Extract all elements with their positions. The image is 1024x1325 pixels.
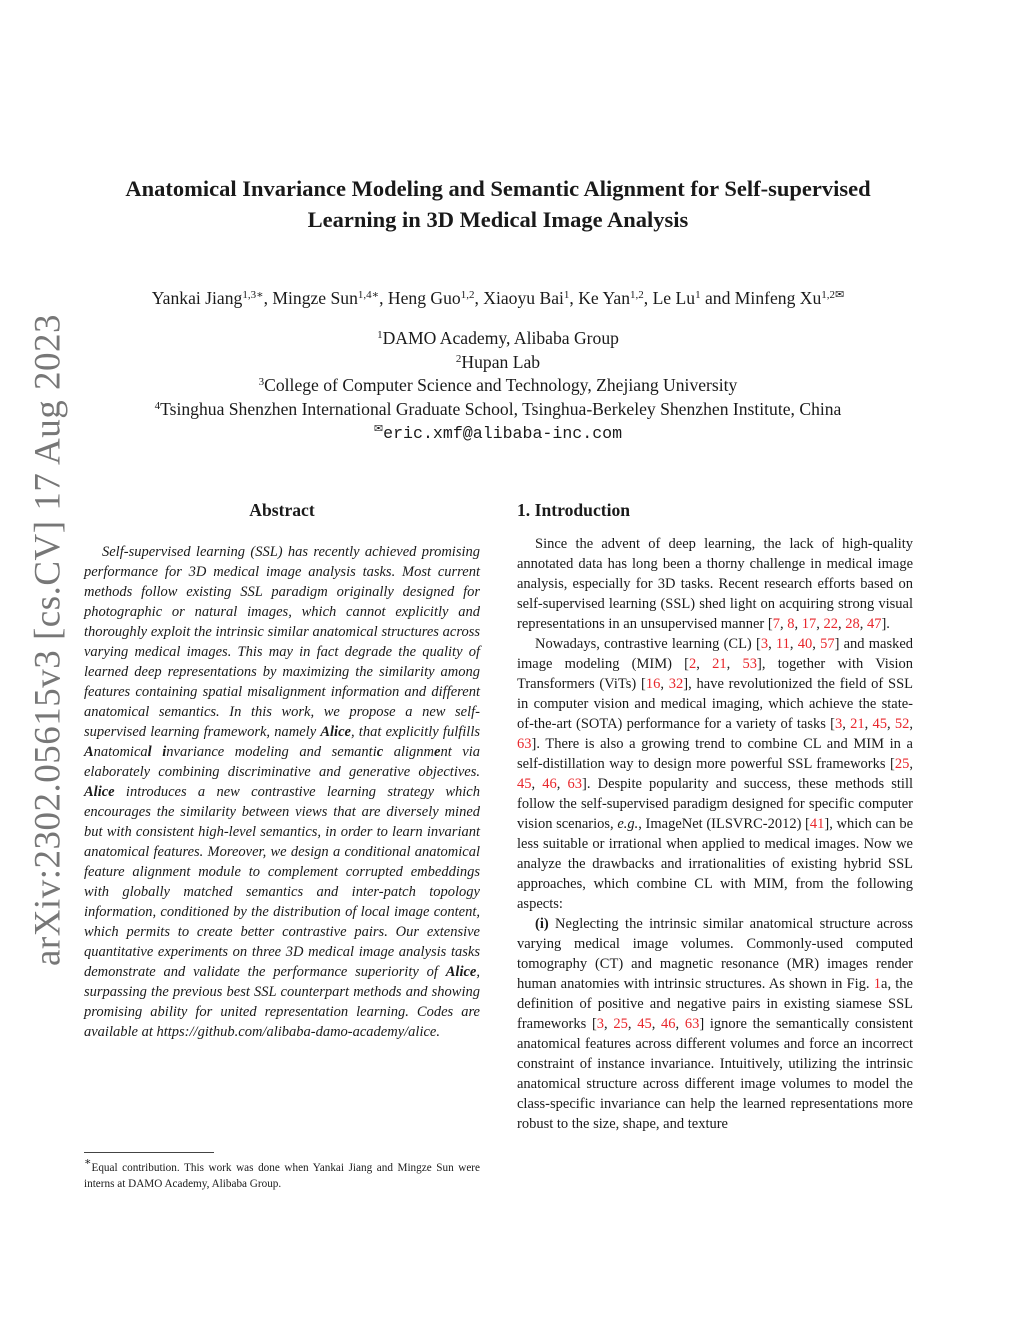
contact-email[interactable]: ✉eric.xmf@alibaba-inc.com xyxy=(373,423,623,443)
citation-link[interactable]: 8 xyxy=(787,616,795,632)
introduction-heading: 1. Introduction xyxy=(517,500,631,520)
citation-link[interactable]: 22 xyxy=(823,616,838,632)
affiliation: $^4$Tsinghua Shenzhen International Graduate School, Tsinghua-Berkeley Shenzhen Institute, China xyxy=(154,398,842,419)
citation-link[interactable]: 46 xyxy=(661,1016,676,1032)
abstract-heading: Abstract xyxy=(249,500,315,520)
affiliation: $^1$DAMO Academy, Alibaba Group xyxy=(377,328,619,348)
citation-link[interactable]: 11 xyxy=(775,636,790,652)
introduction-paragraph: Nowadays, contrastive learning (CL) [3, 11, 40, 57] and masked image modeling (MIM) [2, 21, 53], together with Vision Transformers (ViTs) [16, 32], have revolutionized the field of SSL in computer vision and medical imaging, which achieve the state-of-the-art (SOTA) performance for a variety of tasks [3, 21, 45, 52, 63]. There is also a growing trend to combine CL and MIM in a self-distillation way to design more powerful SSL frameworks [25, 45, 46, 63]. Despite popularity and success, these methods still follow the self-supervised paradigm designed for specific computer vision scenarios, e.g., ImageNet (ILSVRC-2012) [41], which can be less suitable or irrational when applied to medical images. Now we analyze the drawbacks and irrationalities of existing hybrid SSL approaches, which combine CL with MIM, from the following aspects: xyxy=(517,636,914,912)
citation-link[interactable]: 3 xyxy=(834,716,843,732)
citation-link[interactable]: 63 xyxy=(684,1016,700,1032)
citation-link[interactable]: 45 xyxy=(872,716,887,732)
citation-link[interactable]: 32 xyxy=(668,676,684,692)
left-column xyxy=(84,498,480,1057)
citation-link[interactable]: 52 xyxy=(894,716,910,732)
authors-conjunction: and xyxy=(704,288,731,308)
footnote-rule xyxy=(84,1152,214,1153)
citation-link[interactable]: 16 xyxy=(645,676,661,692)
citation-link[interactable]: 45 xyxy=(517,776,532,792)
paper-title: Anatomical Invariance Modeling and Semantic Alignment for Self-supervised Learning in 3D Medical Image Analysis xyxy=(125,176,871,232)
citation-link[interactable]: 21 xyxy=(712,656,727,672)
affiliation: $^3$College of Computer Science and Technology, Zhejiang University xyxy=(258,375,738,395)
author: Mingze Sun$^{1,4∗}$ xyxy=(272,288,380,308)
author: Le Lu$^1$ xyxy=(652,288,701,308)
citation-link[interactable]: 7 xyxy=(772,616,780,632)
citation-link[interactable]: 40 xyxy=(797,636,813,652)
citation-link[interactable]: 41 xyxy=(809,816,825,832)
citation-link[interactable]: 53 xyxy=(742,656,758,672)
citation-link[interactable]: 25 xyxy=(894,756,910,772)
author: Ke Yan$^{1,2}$ xyxy=(578,288,644,308)
citation-link[interactable]: 3 xyxy=(596,1016,605,1032)
right-column xyxy=(517,498,913,1134)
citation-link[interactable]: 45 xyxy=(637,1016,652,1032)
author: Xiaoyu Bai$^1$ xyxy=(483,288,570,308)
citation-link[interactable]: 63 xyxy=(517,736,532,752)
citation-link[interactable]: 46 xyxy=(542,776,557,792)
citation-link[interactable]: 1 xyxy=(873,976,882,992)
citation-link[interactable]: 28 xyxy=(845,616,860,632)
citation-link[interactable]: 3 xyxy=(760,636,769,652)
author: Yankai Jiang$^{1,3∗}$ xyxy=(151,288,264,308)
envelope-icon: ✉ xyxy=(373,423,384,435)
citation-link[interactable]: 2 xyxy=(689,656,697,672)
footnote: ∗Equal contribution. This work was done when Yankai Jiang and Mingze Sun were interns at DAMO Academy, Alibaba Group. xyxy=(84,1156,480,1190)
affiliations xyxy=(90,327,906,446)
citation-link[interactable]: 47 xyxy=(866,616,882,632)
citation-link[interactable]: 25 xyxy=(613,1016,628,1032)
introduction-paragraph: (i) Neglecting the intrinsic similar anatomical structure across varying medical image volumes. Commonly-used computed tomography (CT) and magnetic resonance (MR) images render human anatomies with intrinsic structures. As shown in Fig. 1a, the definition of positive and negative pairs in existing siamese SSL frameworks [3, 25, 45, 46, 63] ignore the semantically consistent anatomical features across different volumes and force an incorrect constraint of instance invariance. Intuitively, utilizing the intrinsic anatomical structure across different image volumes to model the class-specific invariance can help the learned representations more robust to the size, shape, and texture xyxy=(517,916,914,1132)
introduction-paragraph: Since the advent of deep learning, the lack of high-quality annotated data has long been a thorny challenge in medical image analysis, especially for 3D tasks. Recent research efforts based on self-supervised learning (SSL) shed light on acquiring strong visual representations in an unsupervised manner [7, 8, 17, 22, 28, 47]. xyxy=(517,536,913,632)
citation-link[interactable]: 63 xyxy=(567,776,583,792)
citation-link[interactable]: 21 xyxy=(850,716,865,732)
citation-link[interactable]: 57 xyxy=(820,636,835,652)
author: Minfeng $Xu^{1,2✉}$ xyxy=(734,288,845,308)
abstract-body: Self-supervised learning (SSL) has recently achieved promising performance for 3D medical image analysis tasks. Most current methods follow existing SSL paradigm originally designed for photographic or natural images, which cannot explicitly and thoroughly exploit the intrinsic similar anatomical structures across varying medical images. This may in fact degrade the quality of learned deep representations by maximizing the similarity among features containing spatial misalignment information and different anatomical semantics. In this work, we propose a new self-supervised learning framework, namely Alice, that explicitly fulfills Anatomical invariance modeling and semantic alignment via elaborately combining discriminative and generative objectives. Alice introduces a new contrastive learning strategy which encourages the similarity between views that are diversely mined but with consistent high-level semantics, in order to learn invariant anatomical features. Moreover, we design a conditional anatomical feature alignment module to complement corrupted embeddings with globally matched semantics and inter-patch topology information, conditioned by the distribution of local image content, which permits to create better contrastive pairs. Our extensive quantitative experiments on three 3D medical image analysis tasks demonstrate and validate the performance superiority of Alice, surpassing the previous best SSL counterpart methods and showing promising ability for united representation learning. Codes are available at https://github.com/alibaba-damo-academy/alice. xyxy=(84,544,481,1040)
affiliation: $^2$Hupan Lab xyxy=(455,351,541,372)
arxiv-identifier: arXiv:2302.05615v3 [cs.CV] 17 Aug 2023 xyxy=(27,313,69,967)
author: Heng Guo$^{1,2}$ xyxy=(387,288,475,308)
author-list: Yankai Jiang$^{1,3∗}$, Mingze Sun$^{1,4∗}$, Heng Guo$^{1,2}$, Xiaoyu Bai$^1$, Ke Yan$^{1,2}$, Le Lu$^1$ and Minfeng $Xu^{1,2✉}$ xyxy=(151,288,845,308)
citation-link[interactable]: 17 xyxy=(801,616,817,632)
